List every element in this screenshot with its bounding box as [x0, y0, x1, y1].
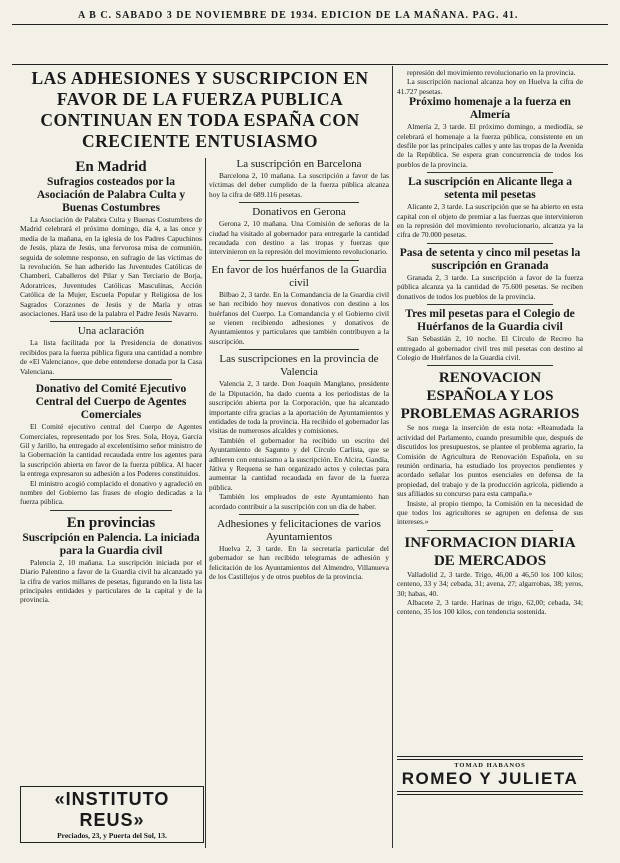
running-head: A B C. SABADO 3 DE NOVIEMBRE DE 1934. EDICION DE LA MAÑANA. PAG. 41.	[78, 10, 519, 21]
article-barcelona: Barcelona 2, 10 mañana. La suscripción a favor de las víctimas del deber cumplido de la fuerza pública alcanza hoy la cifra de 689.116 pesetas.	[209, 171, 389, 199]
heading-valencia: Las suscripciones en la provincia de Valencia	[219, 353, 379, 379]
separator	[239, 349, 359, 350]
article-granada: Granada 2, 3 tarde. La suscripción a favor de la fuerza pública alcanza ya la cantidad de 75.600 pesetas. Se reciben donativos de todos los pueblos de la provincia.	[397, 272, 583, 301]
heading-barcelona: La suscripción en Barcelona	[236, 158, 362, 170]
top-rule	[12, 24, 608, 25]
banner-headline: LAS ADHESIONES Y SUSCRIPCION EN FAVOR DE LA FUERZA PUBLICA CONTINUAN EN TODA ESPAÑA CON CRECIENTE ENTUSIASMO	[31, 68, 369, 151]
heading-gerona: Donativos en Gerona	[252, 206, 346, 219]
article-palencia: Palencia 2, 10 mañana. La suscripción iniciada por el Diario Palentino a favor de la Guardia civil ha alcanzado ya la cifra de varios millares de pesetas, figurando en la lista las principales entidades y particulares de la capital y de la provincia.	[20, 557, 202, 605]
article-adhesiones: Huelva 2, 3 tarde. En la secretaría particular del gobernador se han recibido telegramas de adhesión y felicitación de los Ayuntamientos del Almendro, Villanueva de los Castillejos y de otros pueblos de la provincia.	[209, 543, 389, 582]
heading-alicante: La suscripción en Alicante llega a setenta mil pesetas	[408, 176, 572, 202]
section-madrid: En Madrid	[75, 159, 147, 175]
column-3	[397, 68, 583, 752]
article-huerfanos: Bilbao 2, 3 tarde. En la Comandancia de la Guardia civil se han recibido hoy nuevos donativos con destino a los huérfanos del Cuerpo. La Comandancia y el Gobierno civil se vienen recibiendo adhesiones y donativos de Ayuntamientos y particulares que también contribuyen a la suscripción.	[209, 289, 389, 346]
article-informacion: Valladolid 2, 3 tarde. Trigo, 46,00 a 46,50 los 100 kilos; centeno, 33 y 34; cebada, 31; avena, 27; algarrobas, 38; yeros, 30; habas, 40.	[397, 569, 583, 598]
heading-granada: Pasa de setenta y cinco mil pesetas la suscripción en Granada	[399, 246, 581, 272]
heading-huerfanos: En favor de los huérfanos de la Guardia civil	[211, 263, 387, 289]
article-valencia-3: También los empleados de este Ayuntamiento han acordado contribuir a la suscripción con un día de haber.	[209, 492, 389, 511]
article-valencia-2: También el gobernador ha recibido un escrito del Ayuntamiento de Sagunto y del Círculo Carlista, que se adhieren con entusiasmo a la suscripción. En Alcira, Gandía, Játiva y Requena se han organizado actos y colectas para aumentar la cantidad recaudada en favor de la fuerza pública.	[209, 435, 389, 492]
advertisement-romeo-julieta	[397, 756, 583, 795]
column-1	[20, 158, 202, 780]
heading-informacion: INFORMACION DIARIA DE MERCADOS	[404, 534, 576, 569]
article-donativo: El Comité ejecutivo central del Cuerpo de Agentes Comerciales, representado por los Sres. Sola, Hoya, García Gil y Jarillo, ha entregado al excelentísimo señor ministro de la Gobernación la cantidad recaudada entre los agentes para la suscripción abierta en favor de la fuerza pública. Al hacer la entrega expresaron su adhesión a los Poderes constituidos.	[20, 422, 202, 479]
ad-instituto-address: Preciados, 23, y Puerta del Sol, 13.	[57, 831, 167, 840]
heading-donativo: Donativo del Comité Ejecutivo Central del Cuerpo de Agentes Comerciales	[35, 383, 187, 422]
heading-aclaracion: Una aclaración	[77, 325, 145, 338]
separator	[239, 202, 359, 203]
heading-adhesiones: Adhesiones y felicitaciones de varios Ayuntamientos	[217, 517, 381, 543]
article-renovacion-2: Insiste, al propio tiempo, la Comisión en la necesidad de que todos los agricultores se agrupen en defensa de sus intereses.»	[397, 498, 583, 527]
column-divider-2	[392, 66, 393, 848]
separator	[50, 379, 172, 380]
heading-renovacion: RENOVACION ESPAÑOLA Y LOS PROBLEMAS AGRARIOS	[400, 370, 580, 423]
article-intro: represión del movimiento revolucionario en la provincia.	[407, 68, 576, 77]
heading-tres-mil: Tres mil pesetas para el Colegio de Huérfanos de la Guardia civil	[405, 308, 575, 334]
article-aclaracion: La lista facilitada por la Presidencia de donativos recibidos para la fuerza pública figura una cantidad a nombre de «El Valenciano», que debe entenderse donada por la Casa Valenciana.	[20, 338, 202, 376]
heading-sufragios: Sufragios costeados por la Asociación de Palabra Culta y Buenas Costumbres	[36, 176, 186, 214]
column-2	[209, 158, 389, 848]
separator	[239, 260, 359, 261]
article-donativo-2: El ministro acogió complacido el donativo y agradeció en nombre del Gobierno las frases de elogio dedicadas a la fuerza pública.	[20, 478, 202, 507]
article-alicante: Alicante 2, 3 tarde. La suscripción que se ha abierto en esta capital con el objeto de premiar a las fuerzas que intervinieron en la represión del movimiento revolucionario, alcanza ya la cifra de 70.000 pesetas.	[397, 202, 583, 240]
second-rule	[12, 64, 608, 65]
heading-palencia: Suscripción en Palencia. La iniciada para la Guardia civil	[22, 531, 200, 557]
article-homenaje: Almería 2, 3 tarde. El próximo domingo, a mediodía, se celebrará el homenaje a la fuerza pública, consistente en un desfile por las principales calles y ante las tropas de la Avenida de la República. Se espera gran concurrencia de todos los pueblos de la provincia.	[397, 122, 583, 169]
separator	[427, 530, 553, 531]
separator	[427, 304, 553, 305]
column-divider-1	[205, 158, 206, 848]
ad-romeo-brand: ROMEO Y JULIETA	[401, 769, 579, 788]
article-intro-2: La suscripción nacional alcanza hoy en Huelva la cifra de 41.727 pesetas.	[397, 77, 583, 96]
article-informacion-2: Albacete 2, 3 tarde. Harinas de trigo, 62,00; cebada, 34; centeno, 35 los 100 kilos, con tendencia sostenida.	[397, 598, 583, 617]
section-provincias: En provincias	[66, 514, 156, 531]
article-gerona: Gerona 2, 10 mañana. Una Comisión de señoras de la ciudad ha visitado al gobernador para entregarle la cantidad recaudada con destino a las tropas y fuerzas que intervinieron en la represión del movimiento revolucionario.	[209, 219, 389, 257]
separator	[427, 172, 553, 173]
newspaper-page	[12, 8, 608, 856]
article-tres-mil: San Sebastián 2, 10 noche. El Círculo de Recreo ha entregado al gobernador civil tres mil pesetas con destino al Colegio de Huérfanos de la Guardia civil.	[397, 334, 583, 362]
article-renovacion: Se nos ruega la inserción de esta nota: «Reanudada la actividad del Parlamento, cuando presumible que, después de discutidos los presupuestos, se plantee el problema agrario, la Comisión de Agricultura de Renovación Española, en su reunión ordinaria, ha estudiado los proyectos pendientes y acordado señalar los puntos esenciales en defensa de la propiedad, del trabajo y de la producción agrícola, pidiendo a sus afiliados su concurso para esta campaña.»	[397, 423, 583, 499]
separator	[427, 243, 553, 244]
ad-instituto-name: «INSTITUTO REUS»	[54, 789, 170, 830]
separator	[427, 365, 553, 366]
separator	[239, 514, 359, 515]
separator	[50, 321, 172, 322]
article-valencia: Valencia 2, 3 tarde. Don Joaquín Manglano, presidente de la Diputación, ha dado cuenta a los periodistas de la suscripción abierta por la Corporación, que ha alcanzado importante cifra gracias a la aportación de Ayuntamientos y entidades de toda la provincia. Ha recibido el gobernador las visitas de numerosos alcaldes y comisiones.	[209, 379, 389, 436]
heading-homenaje: Próximo homenaje a la fuerza en Almería	[409, 96, 571, 122]
advertisement-instituto-reus	[20, 786, 204, 843]
article-sufragios: La Asociación de Palabra Culta y Buenas Costumbres de Madrid celebrará el próximo domingo, día 4, a las once y media de la mañana, en la iglesia de los Padres Capuchinos de Jesús, plaza de Jesús, una fervorosa misa de comunión, seguida de solemne responso, en sufragio de las víctimas de la revolución. Se han adherido las Juventudes Católicas de Chamberí, Caballeros del Pilar y San Terciario de Borja, Adoratrices, Juventudes Católicas Masculinas, Acción Católica de la Mujer, Escuela Popular y Religiosa de los Sagrados Corazones de Jesús y de María y otras asociaciones. Hará uso de la palabra el Padre Jesús Navarro.	[20, 215, 202, 319]
separator	[50, 510, 172, 511]
ad-romeo-kicker: TOMAD HABANOS	[454, 762, 526, 769]
